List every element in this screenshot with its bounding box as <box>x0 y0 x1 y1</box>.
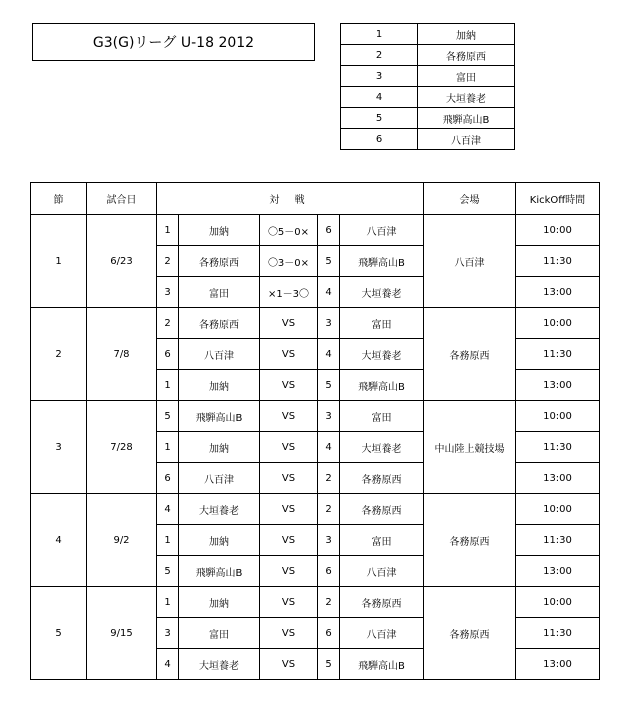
kickoff-time: 10:00 <box>516 215 600 246</box>
away-team-name: 飛騨高山B <box>340 246 424 277</box>
header-setsu: 節 <box>31 183 87 215</box>
header-venue: 会場 <box>424 183 516 215</box>
match-result: VS <box>260 587 318 618</box>
kickoff-time: 10:00 <box>516 494 600 525</box>
match-date: 7/8 <box>87 308 157 401</box>
home-team-number: 1 <box>157 370 179 401</box>
home-team-number: 2 <box>157 308 179 339</box>
away-team-name: 大垣養老 <box>340 277 424 308</box>
away-team-number: 2 <box>318 587 340 618</box>
team-name: 八百津 <box>418 129 515 150</box>
match-result: ×1－3〇 <box>260 277 318 308</box>
match-result: VS <box>260 649 318 680</box>
match-date: 9/15 <box>87 587 157 680</box>
away-team-name: 富田 <box>340 401 424 432</box>
header-match: 対 戦 <box>157 183 424 215</box>
away-team-name: 富田 <box>340 308 424 339</box>
home-team-name: 大垣養老 <box>179 494 260 525</box>
home-team-name: 加納 <box>179 587 260 618</box>
away-team-name: 各務原西 <box>340 494 424 525</box>
kickoff-time: 13:00 <box>516 556 600 587</box>
team-number: 1 <box>341 24 418 45</box>
match-result: VS <box>260 556 318 587</box>
home-team-name: 富田 <box>179 618 260 649</box>
away-team-number: 5 <box>318 370 340 401</box>
home-team-name: 加納 <box>179 525 260 556</box>
home-team-number: 4 <box>157 494 179 525</box>
away-team-number: 6 <box>318 618 340 649</box>
home-team-name: 飛騨高山B <box>179 401 260 432</box>
round-number: 1 <box>31 215 87 308</box>
match-row <box>31 308 600 339</box>
match-result: VS <box>260 463 318 494</box>
kickoff-time: 13:00 <box>516 649 600 680</box>
venue: 中山陸上競技場 <box>424 401 516 494</box>
venue: 各務原西 <box>424 308 516 401</box>
header-date: 試合日 <box>87 183 157 215</box>
home-team-number: 1 <box>157 215 179 246</box>
home-team-number: 1 <box>157 525 179 556</box>
home-team-number: 6 <box>157 339 179 370</box>
home-team-name: 加納 <box>179 370 260 401</box>
team-row <box>341 45 515 66</box>
match-date: 9/2 <box>87 494 157 587</box>
team-row <box>341 108 515 129</box>
home-team-name: 各務原西 <box>179 308 260 339</box>
home-team-name: 加納 <box>179 432 260 463</box>
team-name: 大垣養老 <box>418 87 515 108</box>
match-result: VS <box>260 494 318 525</box>
venue: 各務原西 <box>424 494 516 587</box>
match-row <box>31 215 600 246</box>
away-team-number: 3 <box>318 401 340 432</box>
home-team-name: 富田 <box>179 277 260 308</box>
team-list <box>340 23 515 150</box>
kickoff-time: 13:00 <box>516 463 600 494</box>
team-number: 3 <box>341 66 418 87</box>
match-result: VS <box>260 618 318 649</box>
kickoff-time: 10:00 <box>516 587 600 618</box>
team-row <box>341 87 515 108</box>
home-team-number: 5 <box>157 401 179 432</box>
home-team-number: 4 <box>157 649 179 680</box>
home-team-number: 5 <box>157 556 179 587</box>
team-row <box>341 129 515 150</box>
match-result: VS <box>260 525 318 556</box>
home-team-number: 2 <box>157 246 179 277</box>
round-number: 2 <box>31 308 87 401</box>
away-team-name: 八百津 <box>340 556 424 587</box>
away-team-name: 八百津 <box>340 618 424 649</box>
match-row <box>31 587 600 618</box>
team-number: 6 <box>341 129 418 150</box>
away-team-name: 飛騨高山B <box>340 370 424 401</box>
away-team-name: 八百津 <box>340 215 424 246</box>
kickoff-time: 11:30 <box>516 246 600 277</box>
away-team-number: 5 <box>318 246 340 277</box>
kickoff-time: 11:30 <box>516 618 600 649</box>
kickoff-time: 10:00 <box>516 401 600 432</box>
match-row <box>31 494 600 525</box>
home-team-number: 1 <box>157 432 179 463</box>
kickoff-time: 10:00 <box>516 308 600 339</box>
team-name: 各務原西 <box>418 45 515 66</box>
header-row <box>31 183 600 215</box>
home-team-name: 八百津 <box>179 463 260 494</box>
match-result: VS <box>260 401 318 432</box>
team-name: 加納 <box>418 24 515 45</box>
match-result: VS <box>260 308 318 339</box>
away-team-number: 5 <box>318 649 340 680</box>
team-number: 2 <box>341 45 418 66</box>
header-kickoff: KickOff時間 <box>516 183 600 215</box>
away-team-number: 4 <box>318 339 340 370</box>
match-result: 〇5－0× <box>260 215 318 246</box>
match-result: VS <box>260 432 318 463</box>
away-team-number: 4 <box>318 277 340 308</box>
home-team-name: 加納 <box>179 215 260 246</box>
away-team-number: 3 <box>318 525 340 556</box>
away-team-number: 4 <box>318 432 340 463</box>
away-team-name: 大垣養老 <box>340 339 424 370</box>
match-date: 7/28 <box>87 401 157 494</box>
home-team-number: 6 <box>157 463 179 494</box>
away-team-number: 6 <box>318 215 340 246</box>
away-team-number: 3 <box>318 308 340 339</box>
away-team-name: 大垣養老 <box>340 432 424 463</box>
away-team-name: 飛騨高山B <box>340 649 424 680</box>
away-team-number: 2 <box>318 494 340 525</box>
away-team-name: 各務原西 <box>340 587 424 618</box>
home-team-number: 1 <box>157 587 179 618</box>
away-team-name: 各務原西 <box>340 463 424 494</box>
team-number: 4 <box>341 87 418 108</box>
team-number: 5 <box>341 108 418 129</box>
kickoff-time: 13:00 <box>516 370 600 401</box>
kickoff-time: 13:00 <box>516 277 600 308</box>
match-row <box>31 401 600 432</box>
team-row <box>341 24 515 45</box>
match-result: VS <box>260 339 318 370</box>
team-row <box>341 66 515 87</box>
away-team-number: 2 <box>318 463 340 494</box>
team-name: 飛騨高山B <box>418 108 515 129</box>
venue: 各務原西 <box>424 587 516 680</box>
away-team-number: 6 <box>318 556 340 587</box>
match-date: 6/23 <box>87 215 157 308</box>
kickoff-time: 11:30 <box>516 525 600 556</box>
home-team-name: 八百津 <box>179 339 260 370</box>
venue: 八百津 <box>424 215 516 308</box>
kickoff-time: 11:30 <box>516 432 600 463</box>
round-number: 4 <box>31 494 87 587</box>
home-team-name: 飛騨高山B <box>179 556 260 587</box>
match-result: VS <box>260 370 318 401</box>
home-team-number: 3 <box>157 277 179 308</box>
match-result: 〇3－0× <box>260 246 318 277</box>
home-team-name: 大垣養老 <box>179 649 260 680</box>
league-title: G3(G)リーグ U-18 2012 <box>32 23 315 61</box>
kickoff-time: 11:30 <box>516 339 600 370</box>
home-team-number: 3 <box>157 618 179 649</box>
round-number: 5 <box>31 587 87 680</box>
round-number: 3 <box>31 401 87 494</box>
team-name: 富田 <box>418 66 515 87</box>
away-team-name: 富田 <box>340 525 424 556</box>
home-team-name: 各務原西 <box>179 246 260 277</box>
schedule-table <box>30 182 600 680</box>
